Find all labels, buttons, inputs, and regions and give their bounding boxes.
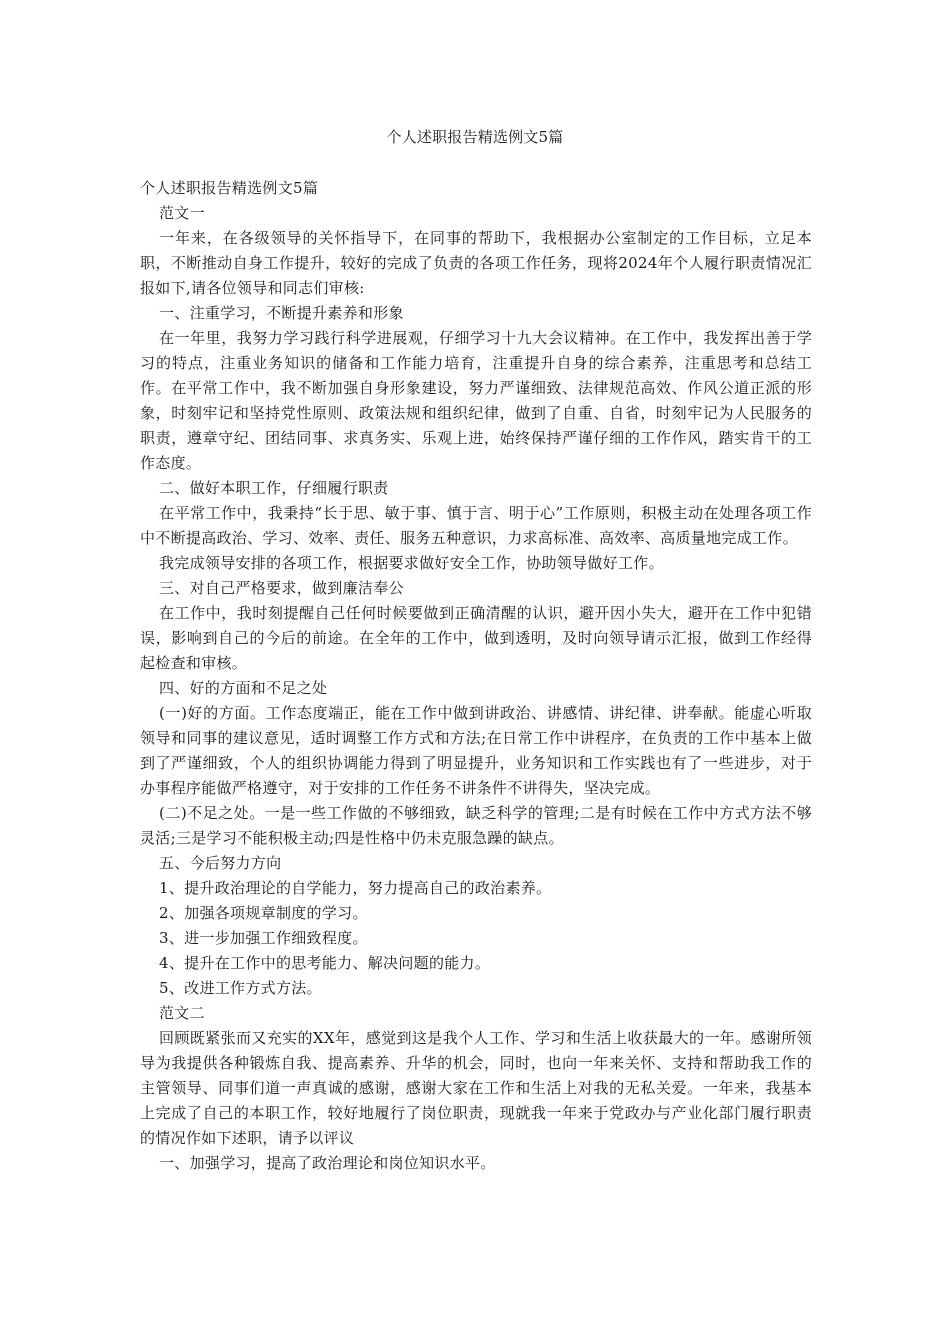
document-body <box>140 176 812 1176</box>
list-item: 4、提升在工作中的思考能力、解决问题的能力。 <box>159 954 491 972</box>
section-heading-2: 二、做好本职工作，仔细履行职责 <box>159 479 389 497</box>
list-item: 5、改进工作方式方法。 <box>159 979 322 997</box>
paragraph-review: 回顾既紧张而又充实的XX年，感觉到这是我个人工作、学习和生活上收获最大的一年。感谢所领导为我提供各种锻炼自我、提高素养、升华的机会，同时，也向一年来关怀、支持和帮助我工作的主管领导、同事们道一声真诚的感谢，感谢大家在工作和生活上对我的无私关爱。一年来，我基本上完成了自己的本职工作，较好地履行了岗位职责，现就我一年来于党政办与产业化部门履行职责的情况作如下述职，请予以评议 <box>140 1029 812 1147</box>
paragraph-duties: 在平常工作中，我秉持“长于思、敏于事、慎于言、明于心”工作原则，积极主动在处理各项工作中不断提高政治、学习、效率、责任、服务五种意识，力求高标准、高效率、高质量地完成工作。 <box>140 504 812 547</box>
section-label-sample-1: 范文一 <box>159 204 205 222</box>
paragraph-study: 在一年里，我努力学习践行科学进展观，仔细学习十九大会议精神。在工作中，我发挥出善于学习的特点，注重业务知识的储备和工作能力培育，注重提升自身的综合素养，注重思考和总结工作。在平常工作中，我不断加强自身形象建设，努力严谨细致、法律规范高效、作风公道正派的形象，时刻牢记和坚持党性原则、政策法规和组织纪律，做到了自重、自省，时刻牢记为人民服务的职责，遵章守纪、团结同事、求真务实、乐观上进，始终保持严谨仔细的工作作风，踏实肯干的工作态度。 <box>140 329 812 472</box>
section-heading-4: 四、好的方面和不足之处 <box>159 679 328 697</box>
heading-main: 个人述职报告精选例文5篇 <box>140 179 319 197</box>
section-heading-1: 一、注重学习，不断提升素养和形象 <box>159 304 404 322</box>
paragraph-strengths: (一)好的方面。工作态度端正，能在工作中做到讲政治、讲感情、讲纪律、讲奉献。能虚心听取领导和同事的建议意见，适时调整工作方式和方法;在日常工作中讲程序，在负责的工作中基本上做到了严谨细致，个人的组织协调能力得到了明显提升，业务知识和工作实践也有了一些进步，对于办事程序能做严格遵守，对于安排的工作任务不讲条件不讲得失，坚决完成。 <box>140 704 812 797</box>
paragraph-integrity: 在工作中，我时刻提醒自己任何时候要做到正确清醒的认识，避开因小失大，避开在工作中犯错误，影响到自己的今后的前途。在全年的工作中，做到透明，及时向领导请示汇报，做到工作经得起检查和审核。 <box>140 604 812 672</box>
list-item: 3、进一步加强工作细致程度。 <box>159 929 368 947</box>
section-heading-sample-2-1: 一、加强学习，提高了政治理论和岗位知识水平。 <box>159 1154 496 1172</box>
list-item: 2、加强各项规章制度的学习。 <box>159 904 368 922</box>
paragraph-weaknesses: (二)不足之处。一是一些工作做的不够细致，缺乏科学的管理;二是有时候在工作中方式方法不够灵活;三是学习不能积极主动;四是性格中仍未克服急躁的缺点。 <box>140 804 812 847</box>
section-heading-5: 五、今后努力方向 <box>159 854 282 872</box>
paragraph-duties-2: 我完成领导安排的各项工作，根据要求做好安全工作，协助领导做好工作。 <box>159 554 664 572</box>
section-heading-3: 三、对自己严格要求，做到廉洁奉公 <box>159 579 404 597</box>
paragraph-intro: 一年来，在各级领导的关怀指导下，在同事的帮助下，我根据办公室制定的工作目标，立足本职，不断推动自身工作提升，较好的完成了负责的各项工作任务，现将2024年个人履行职责情况汇报如下,请各位领导和同志们审核: <box>140 229 812 297</box>
section-label-sample-2: 范文二 <box>159 1004 205 1022</box>
list-item: 1、提升政治理论的自学能力，努力提高自己的政治素养。 <box>159 879 552 897</box>
document-title: 个人述职报告精选例文5篇 <box>386 128 564 146</box>
